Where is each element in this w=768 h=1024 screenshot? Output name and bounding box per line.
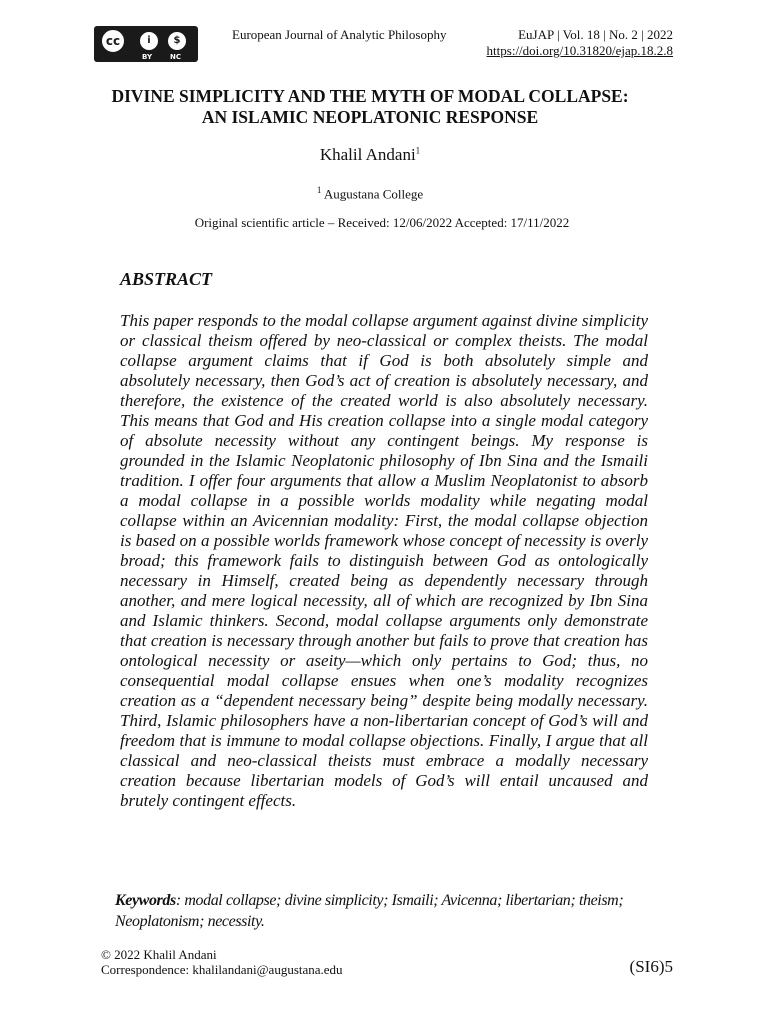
affiliation-footnote-mark: 1 [316,185,322,195]
keywords-label: Keywords [115,892,176,909]
article-info: Original scientific article – Received: 12/06/2022 Accepted: 17/11/2022 [194,215,570,230]
author-name [100,145,640,165]
cc-icon: cc [100,28,126,54]
correspondence-email: Correspondence: khalilandani@augustana.edu [101,962,343,977]
cc-license-badge [94,26,198,62]
journal-volume: EuJAP | Vol. 18 | No. 2 | 2022 [518,27,673,42]
attribution-person-icon: i [138,30,160,52]
doi-link[interactable]: https://doi.org/10.31820/ejap.18.2.8 [486,43,673,58]
affiliation-text: Augustana College [323,186,424,202]
nc-label: NC [170,53,181,61]
by-label: BY [142,53,153,61]
keywords [115,890,660,932]
journal-name: European Journal of Analytic Philosophy [232,27,447,42]
author-text: Khalil Andani [319,145,416,164]
keywords-text: : modal collapse; divine simplicity; Ismaili; Avicenna; libertarian; theism; Neoplatonism; necessity. [115,892,624,930]
page-number: (SI6)5 [629,957,673,976]
abstract-text: This paper responds to the modal collapse argument against divine simplicity or classical theism offered by neo-classical or complex theists. The modal collapse argument claims that if God is both absolutely simple and absolutely necessary, then God’s act of creation is absolutely necessary, and therefore, the existence of the created world is also absolutely necessary. This means that God and His creation collapse into a single modal category of absolute necessity without any contingent beings. My response is grounded in the Islamic Neoplatonic philosophy of Ibn Sina and the Ismaili tradition. I offer four arguments that allow a Muslim Neoplatonist to absorb a modal collapse in a possible worlds modality while negating modal collapse within an Avicennian modality: First, the modal collapse objection is based on a possible worlds framework whose concept of necessity is overly broad; this framework fails to distinguish between God as ontologically necessary in Himself, created being as dependently necessary through another, and mere logical necessity, all of which are recognized by Ibn Sina and Islamic thinkers. Second, modal collapse arguments only demonstrate that creation is necessary through another but fails to prove that creation has ontological necessity or aseity—which only pertains to God; thus, no consequential modal collapse ensues when one’s modality recognizes creation as a “dependent necessary being” despite being modally necessary. Third, Islamic philosophers have a non-libertarian concept of God’s will and freedom that is immune to modal collapse objections. Finally, I argue that all classical and neo-classical theists must embrace a modally necessary creation because libertarian models of God’s will entail uncaused and brutely contingent effects. [120,311,648,810]
abstract-heading: ABSTRACT [120,269,213,289]
article-title: DIVINE SIMPLICITY AND THE MYTH OF MODAL COLLAPSE: AN ISLAMIC NEOPLATONIC RESPONSE [111,86,629,127]
copyright-notice: © 2022 Khalil Andani [101,947,217,962]
author-footnote-mark: 1 [415,145,421,156]
noncommercial-icon: $ [166,30,188,52]
affiliation [100,185,640,202]
